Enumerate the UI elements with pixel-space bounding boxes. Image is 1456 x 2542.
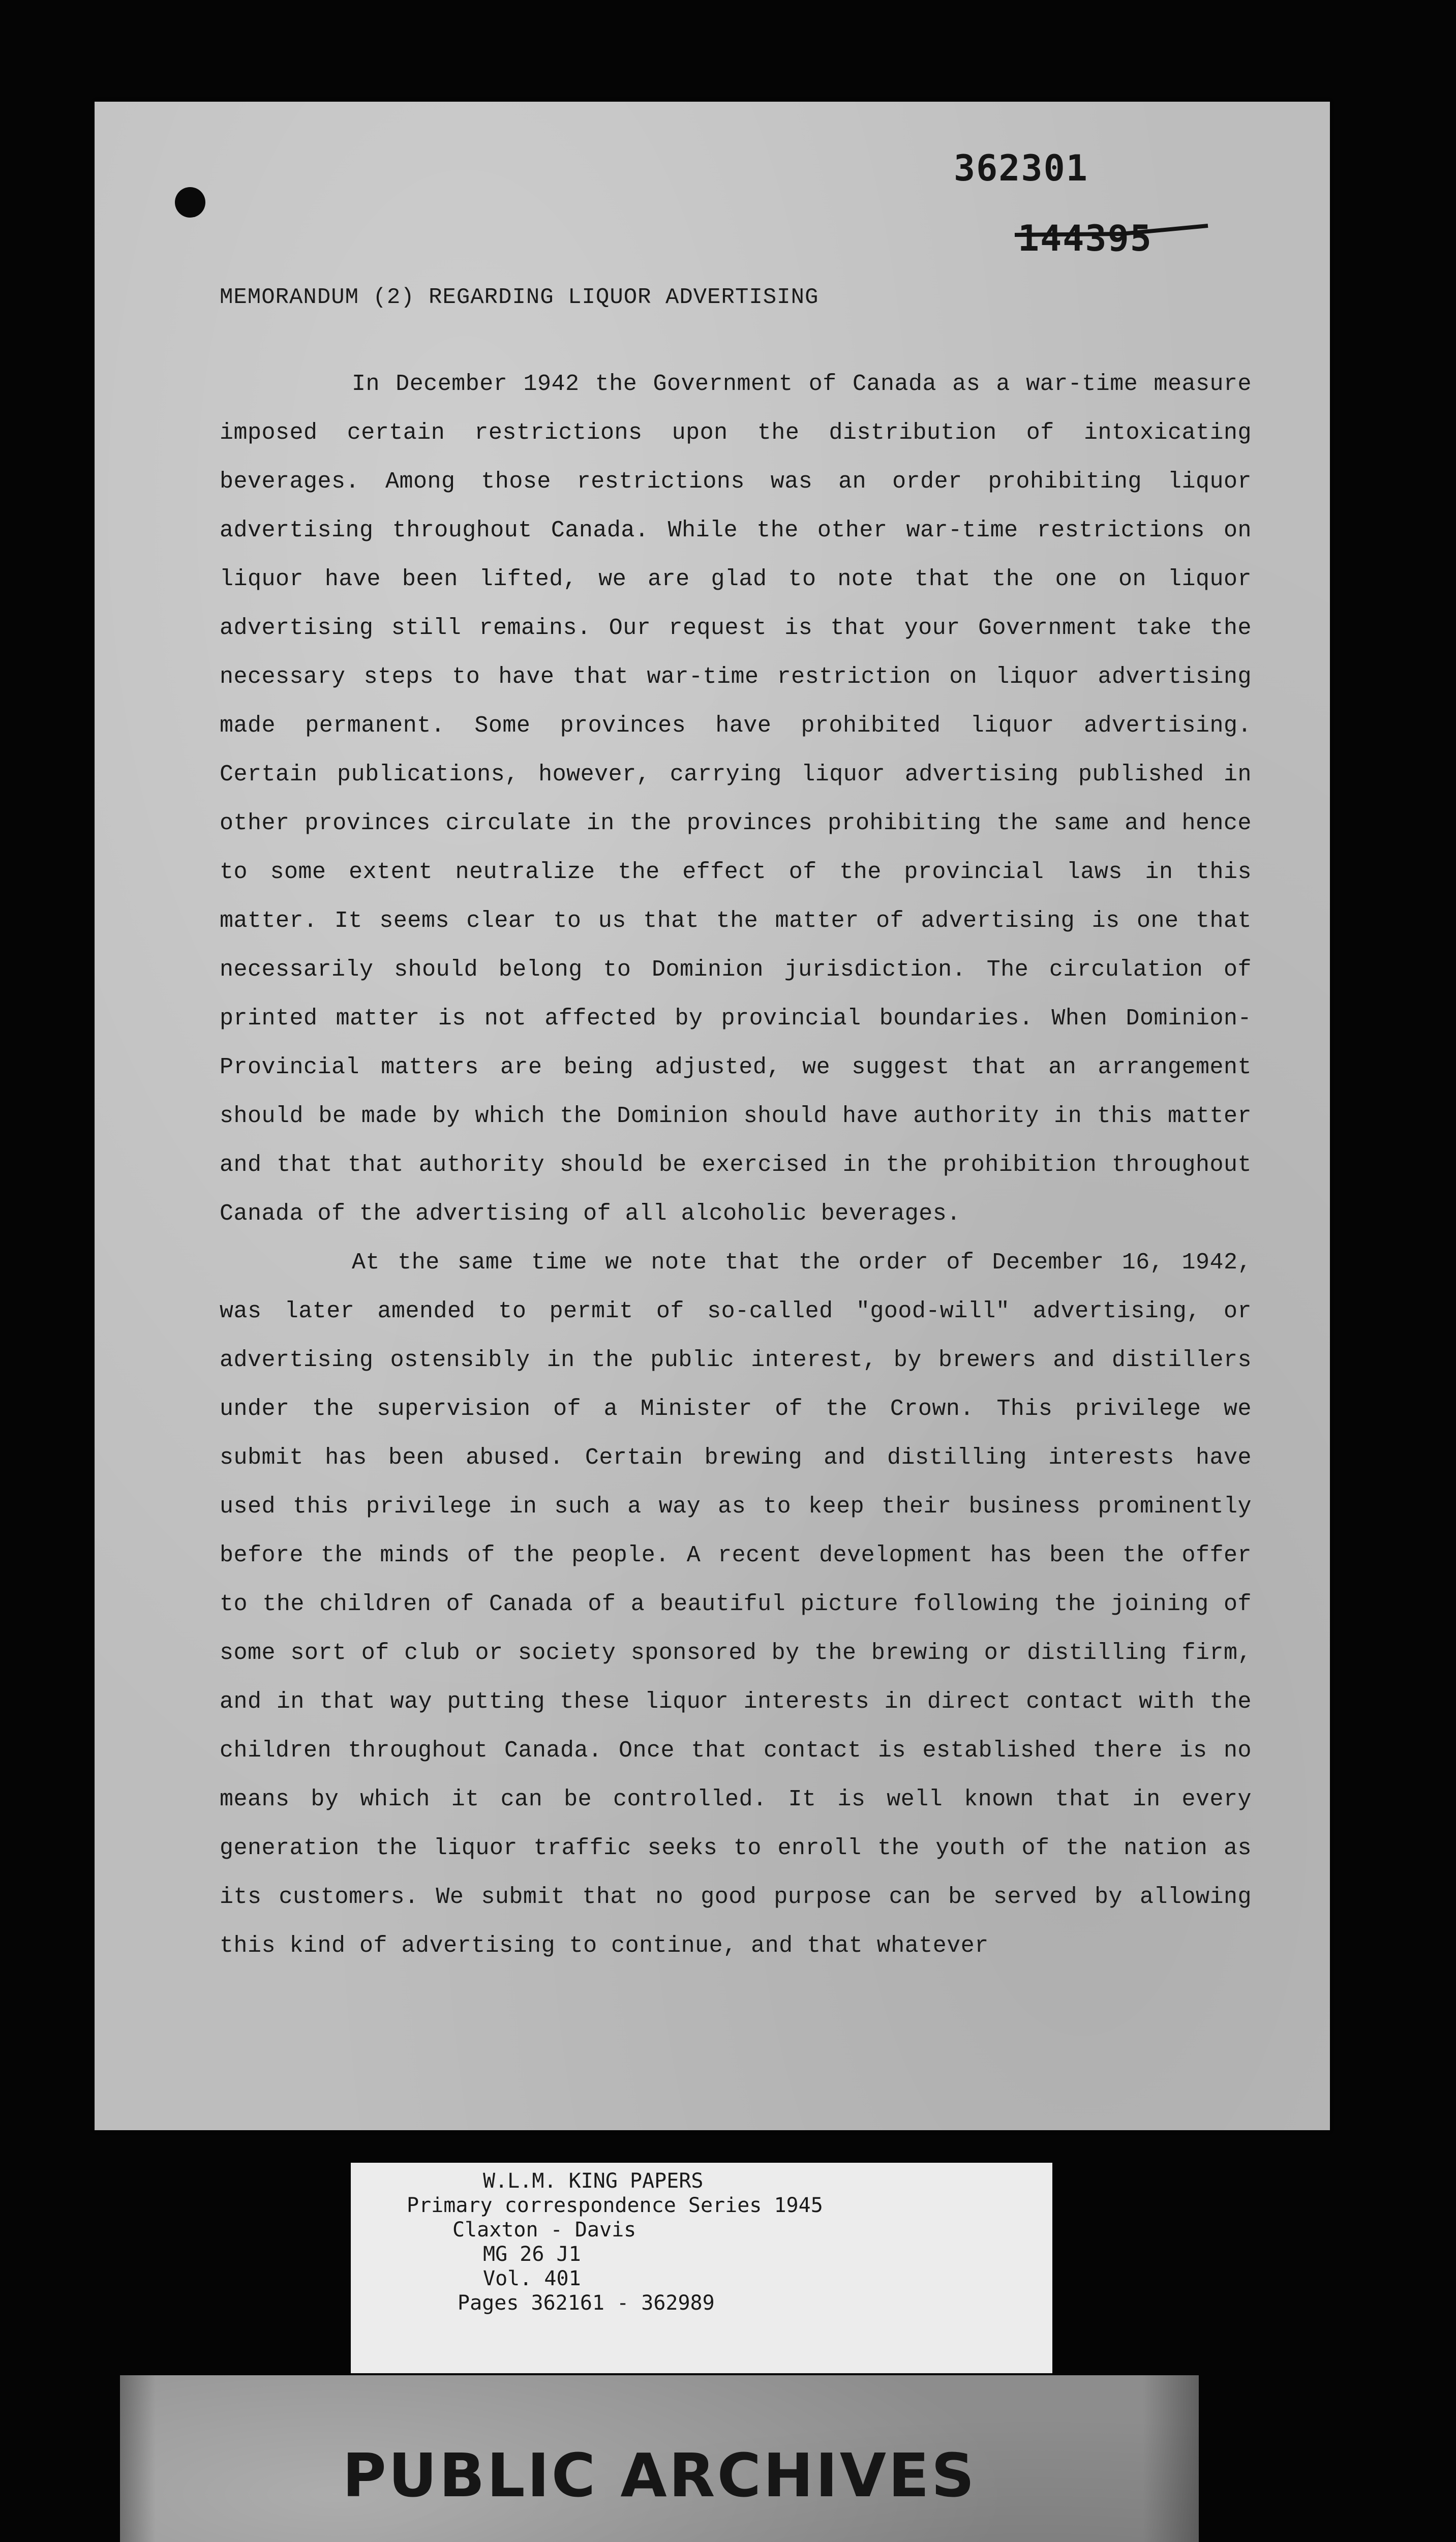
archive-label-text [407, 2169, 1017, 2315]
label-group: MG 26 J1 [483, 2243, 581, 2266]
label-volume: Vol. 401 [483, 2267, 581, 2290]
old-page-number: 144395 [1018, 218, 1152, 259]
label-pages: Pages 362161 - 362989 [458, 2291, 715, 2315]
label-correspondents: Claxton - Davis [452, 2218, 636, 2242]
strikethrough-mark [1010, 224, 1213, 240]
punch-hole [175, 187, 205, 218]
archive-label [351, 2163, 1052, 2373]
archives-stamp [120, 2375, 1199, 2542]
stamp-public-archives: PUBLIC ARCHIVES [342, 2440, 977, 2510]
paragraph: In December 1942 the Government of Canada as a war-time measure imposed certain restrictions upon the distribution of intoxicating beverages. Among those restrictions was an order prohibiting liquor advertising throughout Canada. While the other war-time restrictions on liquor have been lifted, we are glad to note that the one on liquor advertising still remains. Our request is that your Government take the necessary steps to have that war-time restriction on liquor advertising made permanent. Some provinces have prohibited liquor advertising. Certain publications, however, carrying liquor advertising published in other provinces circulate in the provinces prohibiting the same and hence to some extent neutralize the effect of the provincial laws in this matter. It seems clear to us that the matter of advertising is one that necessarily should belong to Dominion jurisdiction. The circulation of printed matter is not affected by provincial boundaries. When Dominion-Provincial matters are being adjusted, we suggest that an arrangement should be made by which the Dominion should have authority in this matter and that that authority should be exercised in the prohibition throughout Canada of the advertising of all alcoholic beverages. [220, 371, 1252, 1227]
document-page [95, 102, 1330, 2130]
memo-body [220, 360, 1252, 1971]
memo-title: MEMORANDUM (2) REGARDING LIQUOR ADVERTISING [220, 285, 819, 310]
label-collection: W.L.M. KING PAPERS [483, 2169, 704, 2193]
paragraph: At the same time we note that the order of December 16, 1942, was later amended to permit of so-called "good-will" advertising, or advertising ostensibly in the public interest, by brewers and distillers under the supervision of a Minister of the Crown. This privilege we submit has been abused. Certain brewing and distilling interests have used this privilege in such a way as to keep their business prominently before the minds of the people. A recent development has been the offer to the children of Canada of a beautiful picture following the joining of some sort of club or society sponsored by the brewing or distilling firm, and in that way putting these liquor interests in direct contact with the children throughout Canada. Once that contact is established there is no means by which it can be controlled. It is well known that in every generation the liquor traffic seeks to enroll the youth of the nation as its customers. We submit that no good purpose can be served by allowing this kind of advertising to continue, and that whatever [220, 1250, 1252, 1959]
label-series: Primary correspondence Series 1945 [407, 2194, 823, 2217]
page-number: 362301 [954, 147, 1088, 189]
